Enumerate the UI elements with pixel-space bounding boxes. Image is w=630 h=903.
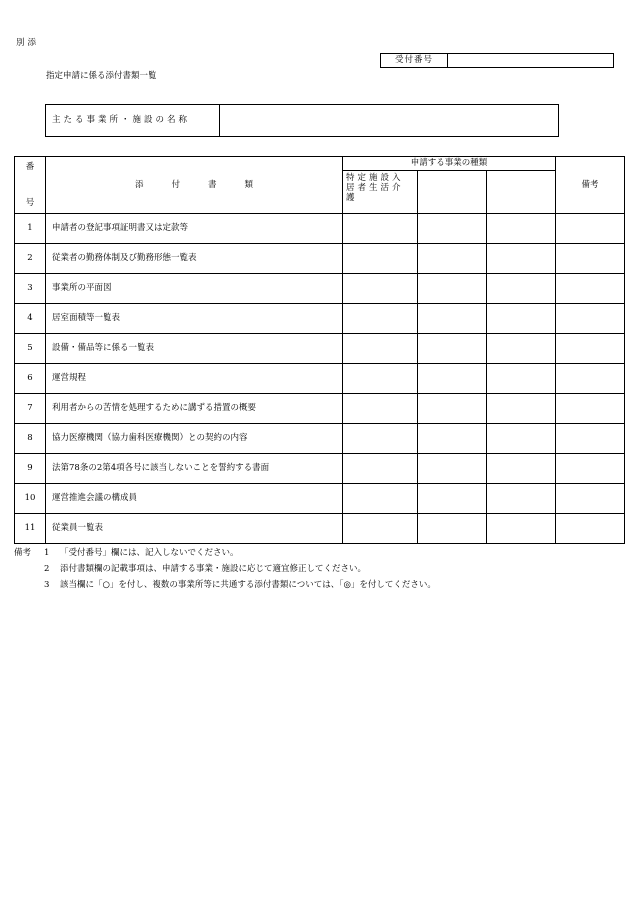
service-type-3 <box>487 171 556 214</box>
row-document: 法第78条の2第4項各号に該当しないことを誓約する書面 <box>46 454 343 484</box>
office-name-field[interactable] <box>220 105 559 137</box>
note-number: 1 <box>44 548 50 558</box>
service-check-cell[interactable] <box>343 364 418 394</box>
table-row <box>15 304 625 334</box>
receipt-number-label: 受付番号 <box>381 54 448 68</box>
remarks-cell[interactable] <box>556 334 625 364</box>
service-check-cell[interactable] <box>487 274 556 304</box>
row-number: 5 <box>15 334 46 364</box>
remarks-cell[interactable] <box>556 244 625 274</box>
service-check-cell[interactable] <box>343 454 418 484</box>
row-number: 10 <box>15 484 46 514</box>
notes-label: 備考 <box>14 548 32 558</box>
table-row <box>15 214 625 244</box>
document-title: 指定申請に係る添付書類一覧 <box>46 71 157 81</box>
service-check-cell[interactable] <box>487 244 556 274</box>
service-check-cell[interactable] <box>343 274 418 304</box>
service-check-cell[interactable] <box>487 484 556 514</box>
remarks-cell[interactable] <box>556 454 625 484</box>
notes-section <box>14 548 436 596</box>
table-row <box>15 334 625 364</box>
row-number: 11 <box>15 514 46 544</box>
service-check-cell[interactable] <box>487 304 556 334</box>
note-text: 該当欄に「○」を付し、複数の事業所等に共通する添付書類については、「◎」を付してください。 <box>60 580 436 590</box>
documents-header: 添 付 書 類 <box>46 157 343 214</box>
remarks-cell[interactable] <box>556 364 625 394</box>
remarks-cell[interactable] <box>556 394 625 424</box>
service-check-cell[interactable] <box>418 244 487 274</box>
table-row <box>15 514 625 544</box>
service-check-cell[interactable] <box>418 334 487 364</box>
service-check-cell[interactable] <box>487 364 556 394</box>
service-type-2 <box>418 171 487 214</box>
remarks-header: 備考 <box>556 157 625 214</box>
service-check-cell[interactable] <box>343 394 418 424</box>
row-document: 協力医療機関（協力歯科医療機関）との契約の内容 <box>46 424 343 454</box>
row-number: 2 <box>15 244 46 274</box>
service-check-cell[interactable] <box>487 424 556 454</box>
note-item <box>14 580 436 596</box>
table-row <box>15 394 625 424</box>
attachments-table <box>14 156 625 544</box>
table-row <box>15 484 625 514</box>
service-check-cell[interactable] <box>343 334 418 364</box>
receipt-number-box <box>380 53 614 68</box>
service-check-cell[interactable] <box>418 394 487 424</box>
remarks-cell[interactable] <box>556 304 625 334</box>
service-check-cell[interactable] <box>418 214 487 244</box>
row-document: 申請者の登記事項証明書又は定款等 <box>46 214 343 244</box>
service-check-cell[interactable] <box>487 394 556 424</box>
row-document: 従業者の勤務体制及び勤務形態一覧表 <box>46 244 343 274</box>
service-check-cell[interactable] <box>487 214 556 244</box>
service-check-cell[interactable] <box>487 514 556 544</box>
row-number: 8 <box>15 424 46 454</box>
service-check-cell[interactable] <box>418 424 487 454</box>
row-number: 1 <box>15 214 46 244</box>
service-type-1: 特定施設入居者生活介護 <box>343 171 418 214</box>
remarks-cell[interactable] <box>556 424 625 454</box>
row-number: 6 <box>15 364 46 394</box>
row-number: 4 <box>15 304 46 334</box>
row-document: 従業員一覧表 <box>46 514 343 544</box>
row-number: 3 <box>15 274 46 304</box>
office-name-label: 主たる事業所・施設の名称 <box>46 105 220 137</box>
service-check-cell[interactable] <box>343 484 418 514</box>
service-check-cell[interactable] <box>487 454 556 484</box>
row-document: 利用者からの苦情を処理するために講ずる措置の概要 <box>46 394 343 424</box>
service-check-cell[interactable] <box>343 304 418 334</box>
remarks-cell[interactable] <box>556 514 625 544</box>
attachment-heading: 別添 <box>16 38 40 48</box>
row-document: 設備・備品等に係る一覧表 <box>46 334 343 364</box>
note-number: 3 <box>44 580 50 590</box>
row-number: 9 <box>15 454 46 484</box>
note-number: 2 <box>44 564 50 574</box>
service-check-cell[interactable] <box>418 484 487 514</box>
service-check-cell[interactable] <box>343 514 418 544</box>
service-types-header: 申請する事業の種類 <box>343 157 556 171</box>
remarks-cell[interactable] <box>556 214 625 244</box>
table-row <box>15 364 625 394</box>
row-document: 運営規程 <box>46 364 343 394</box>
service-check-cell[interactable] <box>343 424 418 454</box>
row-document: 運営推進会議の構成員 <box>46 484 343 514</box>
office-name-box <box>45 104 559 137</box>
remarks-cell[interactable] <box>556 484 625 514</box>
row-number: 7 <box>15 394 46 424</box>
remarks-cell[interactable] <box>556 274 625 304</box>
table-row <box>15 274 625 304</box>
receipt-number-field[interactable] <box>448 54 614 68</box>
service-check-cell[interactable] <box>418 274 487 304</box>
table-row <box>15 244 625 274</box>
service-check-cell[interactable] <box>343 214 418 244</box>
row-document: 居室面積等一覧表 <box>46 304 343 334</box>
number-header: 番 号 <box>15 157 46 214</box>
service-check-cell[interactable] <box>343 244 418 274</box>
note-text: 「受付番号」欄には、記入しないでください。 <box>60 548 239 558</box>
service-check-cell[interactable] <box>487 334 556 364</box>
table-row <box>15 424 625 454</box>
table-row <box>15 454 625 484</box>
service-check-cell[interactable] <box>418 454 487 484</box>
service-check-cell[interactable] <box>418 364 487 394</box>
note-text: 添付書類欄の記載事項は、申請する事業・施設に応じて適宜修正してください。 <box>60 564 367 574</box>
service-check-cell[interactable] <box>418 514 487 544</box>
note-item <box>14 564 436 580</box>
note-item <box>14 548 436 564</box>
row-document: 事業所の平面図 <box>46 274 343 304</box>
service-check-cell[interactable] <box>418 304 487 334</box>
